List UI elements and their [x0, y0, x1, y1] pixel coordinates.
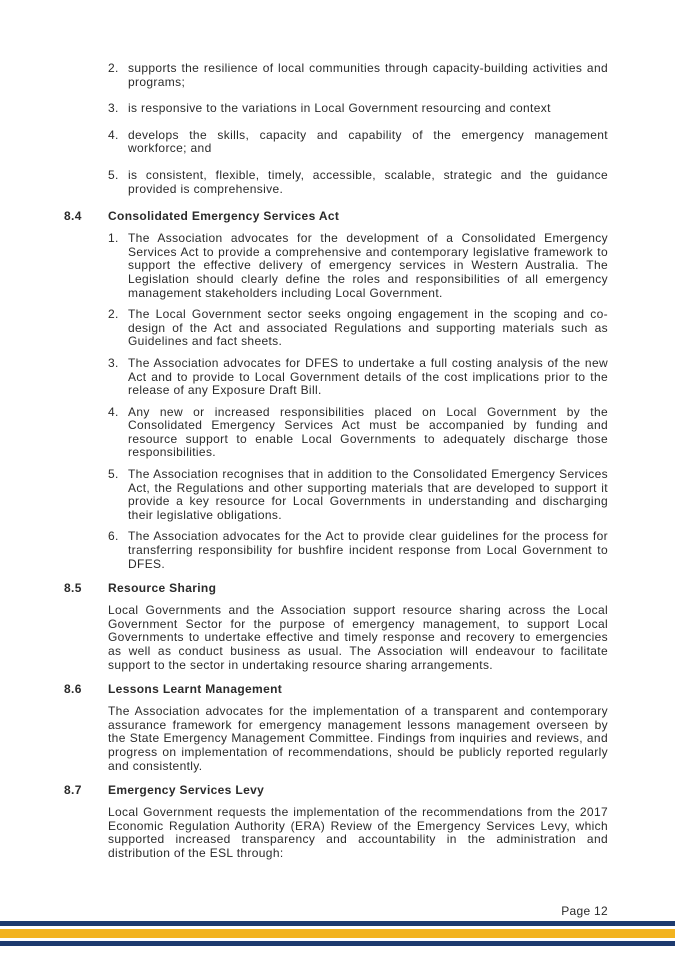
list-text: develops the skills, capacity and capability of the emergency management workforce; and	[128, 127, 608, 156]
list-item	[108, 232, 608, 300]
continued-list	[64, 62, 608, 196]
list-text: The Association recognises that in addition to the Consolidated Emergency Services Act, the Regulations and other supporting materials that are developed to support it provide a key resource for Local Governments in understanding and discharging their legislative obligations.	[128, 467, 608, 522]
list-text: The Association advocates for the development of a Consolidated Emergency Services Act to provide a comprehensive and contemporary legislative framework to support the effective delivery of emergency services in Western Australia. The Legislation should clearly define the roles and responsibilities of all emergency management stakeholders including Local Government.	[128, 231, 608, 300]
section-number: 8.7	[64, 783, 82, 798]
list-item	[108, 129, 608, 156]
section-number: 8.4	[64, 209, 82, 224]
list-number: 4.	[108, 404, 119, 419]
section-title: Emergency Services Levy	[108, 783, 265, 798]
list-number: 4.	[108, 127, 119, 142]
section-heading	[64, 682, 608, 696]
section-8-5	[64, 581, 608, 672]
list-number: 2.	[108, 307, 119, 322]
section-title: Resource Sharing	[108, 581, 217, 596]
section-body: Local Government requests the implementation of the recommendations from the 2017 Economic Regulation Authority (ERA) Review of the Emergency Services Levy, which supported increased transparency and accountability in the administration and distribution of the ESL through:	[108, 805, 608, 860]
footer-gold-stripe	[0, 929, 675, 938]
section-8-7	[64, 783, 608, 860]
section-8-4	[64, 209, 608, 571]
section-number: 8.6	[64, 682, 82, 697]
section-body: Local Governments and the Association support resource sharing across the Local Government Sector for the purpose of emergency management, to support Local Governments to undertake effective and timely response and recovery to emergencies as well as conduct business as usual. The Association will endeavour to facilitate support to the sector in undertaking resource sharing arrangements.	[108, 603, 608, 672]
section-heading	[64, 783, 608, 797]
section-heading	[64, 581, 608, 595]
list-item	[108, 530, 608, 571]
list-text: The Association advocates for DFES to undertake a full costing analysis of the new Act and to provide to Local Government details of the cost implications prior to the release of any Exposure Draft Bill.	[128, 355, 608, 398]
list-text: The Local Government sector seeks ongoing engagement in the scoping and co-design of the Act and associated Regulations and supporting materials such as Guidelines and fact sheets.	[128, 307, 608, 349]
footer-navy-stripe	[0, 941, 675, 946]
list-number: 3.	[108, 101, 119, 116]
list-item	[108, 308, 608, 349]
list-number: 1.	[108, 231, 119, 246]
list-number: 2.	[108, 61, 119, 75]
list-item	[108, 468, 608, 522]
page-number: Page 12	[561, 904, 608, 918]
list-item	[108, 102, 608, 116]
list-number: 5.	[108, 467, 119, 482]
section-title: Lessons Learnt Management	[108, 682, 283, 697]
list-text: supports the resilience of local communities through capacity-building activities and programs;	[128, 61, 608, 89]
list-text: Any new or increased responsibilities placed on Local Government by the Consolidated Emergency Services Act must be accompanied by funding and resource support to enable Local Governments to adequately discharge those responsibilities.	[128, 404, 608, 460]
section-body: The Association advocates for the implementation of a transparent and contemporary assurance framework for emergency management lessons management overseen by the State Emergency Management Committee. Findings from inquiries and reviews, and progress on implementation of recommendations, should be publicly reported regularly and consistently.	[108, 704, 608, 773]
section-heading	[64, 209, 608, 223]
list-item	[108, 169, 608, 196]
list-text: is responsive to the variations in Local Government resourcing and context	[128, 101, 551, 116]
list-number: 6.	[108, 529, 119, 544]
page-content	[64, 62, 608, 871]
section-title: Consolidated Emergency Services Act	[108, 209, 340, 224]
list-text: is consistent, flexible, timely, accessible, scalable, strategic and the guidance provided is comprehensive.	[128, 167, 608, 196]
section-number: 8.5	[64, 581, 82, 596]
list-item	[108, 357, 608, 398]
list-text: The Association advocates for the Act to provide clear guidelines for the process for transferring responsibility for bushfire incident response from Local Government to DFES.	[128, 529, 608, 571]
list-item	[108, 406, 608, 460]
section-8-6	[64, 682, 608, 773]
list-number: 3.	[108, 355, 119, 370]
list-number: 5.	[108, 167, 119, 182]
list-item	[108, 62, 608, 89]
